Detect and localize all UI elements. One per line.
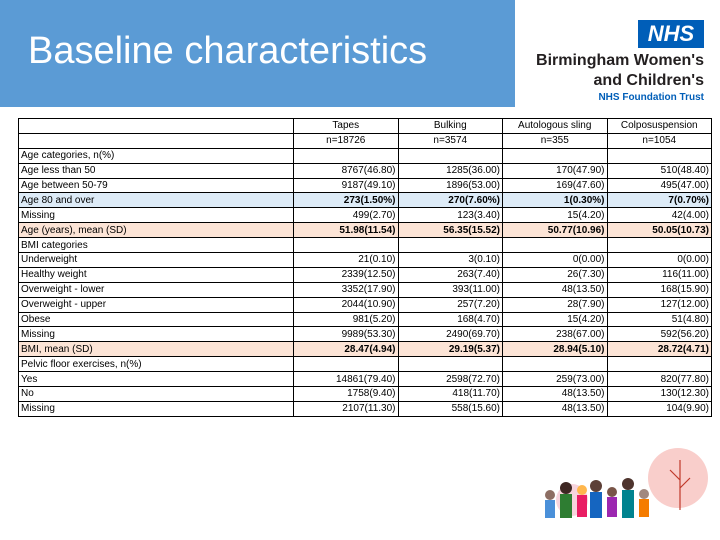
data-cell [607,148,712,163]
data-cell [503,238,608,253]
table-row [19,372,712,387]
data-cell: 48(13.50) [503,401,608,416]
data-cell: 263(7.40) [398,267,503,282]
n-autologous-sling: n=355 [503,133,608,148]
data-cell: 51(4.80) [607,312,712,327]
data-cell: 123(3.40) [398,208,503,223]
table-row [19,401,712,416]
n-colposuspension: n=1054 [607,133,712,148]
data-cell: 2044(10.90) [294,297,399,312]
data-cell: 28.72(4.71) [607,342,712,357]
row-label: Age (years), mean (SD) [19,223,294,238]
table-row [19,297,712,312]
row-label: Overweight - upper [19,297,294,312]
data-cell: 257(7.20) [398,297,503,312]
header-row [19,119,712,134]
n-tapes: n=18726 [294,133,399,148]
row-label: Healthy weight [19,267,294,282]
row-label: Missing [19,327,294,342]
data-cell: 56.35(15.52) [398,223,503,238]
table-body [19,148,712,416]
data-cell: 48(13.50) [503,387,608,402]
data-cell: 29.19(5.37) [398,342,503,357]
table-row [19,327,712,342]
data-cell: 393(11.00) [398,282,503,297]
data-cell: 130(12.30) [607,387,712,402]
data-cell: 592(56.20) [607,327,712,342]
data-cell: 499(2.70) [294,208,399,223]
header-banner [0,0,720,107]
corner-cell [19,119,294,134]
data-cell: 2107(11.30) [294,401,399,416]
data-cell: 168(4.70) [398,312,503,327]
n-row [19,133,712,148]
data-cell: 28(7.90) [503,297,608,312]
data-cell: 26(7.30) [503,267,608,282]
col-header-tapes: Tapes [294,119,399,134]
row-label: Overweight - lower [19,282,294,297]
table-row [19,163,712,178]
data-cell: 273(1.50%) [294,193,399,208]
data-cell: 7(0.70%) [607,193,712,208]
table-row [19,357,712,372]
data-cell [607,238,712,253]
data-cell: 168(15.90) [607,282,712,297]
table-row [19,253,712,268]
row-label: Obese [19,312,294,327]
data-cell: 0(0.00) [503,253,608,268]
data-cell: 558(15.60) [398,401,503,416]
data-cell: 1(0.30%) [503,193,608,208]
data-cell: 2339(12.50) [294,267,399,282]
row-label: BMI categories [19,238,294,253]
org-name-line1: Birmingham Women's [536,52,704,69]
row-label: Age between 50-79 [19,178,294,193]
data-cell [503,148,608,163]
table-row [19,387,712,402]
data-cell: 510(48.40) [607,163,712,178]
data-cell: 0(0.00) [607,253,712,268]
data-cell: 2490(69.70) [398,327,503,342]
data-cell: 981(5.20) [294,312,399,327]
data-cell: 259(73.00) [503,372,608,387]
row-label: Missing [19,401,294,416]
org-name-line3: NHS Foundation Trust [598,92,704,103]
n-bulking: n=3574 [398,133,503,148]
family-illustration [530,440,720,530]
row-label: Underweight [19,253,294,268]
table-row [19,312,712,327]
data-cell: 50.77(10.96) [503,223,608,238]
row-label: Pelvic floor exercises, n(%) [19,357,294,372]
row-label: Age 80 and over [19,193,294,208]
data-cell: 238(67.00) [503,327,608,342]
table-row [19,178,712,193]
data-cell: 15(4.20) [503,312,608,327]
data-cell [294,148,399,163]
row-label: No [19,387,294,402]
data-cell: 9989(53.30) [294,327,399,342]
row-label: Age categories, n(%) [19,148,294,163]
data-cell: 104(9.90) [607,401,712,416]
org-name-line2: and Children's [593,72,704,89]
baseline-table [18,118,712,417]
data-cell [398,148,503,163]
data-cell: 14861(79.40) [294,372,399,387]
table-row [19,208,712,223]
table-row [19,223,712,238]
data-cell: 169(47.60) [503,178,608,193]
data-cell: 15(4.20) [503,208,608,223]
data-cell [398,357,503,372]
data-cell: 1285(36.00) [398,163,503,178]
row-label: Missing [19,208,294,223]
data-cell: 42(4.00) [607,208,712,223]
data-cell: 127(12.00) [607,297,712,312]
data-cell: 170(47.90) [503,163,608,178]
data-cell [398,238,503,253]
data-cell [294,357,399,372]
table-row [19,238,712,253]
data-cell: 9187(49.10) [294,178,399,193]
table-row [19,148,712,163]
data-cell: 8767(46.80) [294,163,399,178]
table-row [19,267,712,282]
table-row [19,193,712,208]
data-cell [294,238,399,253]
n-row-label [19,133,294,148]
nhs-badge: NHS [638,20,704,48]
data-cell: 418(11.70) [398,387,503,402]
title-bar [0,0,515,107]
row-label: Yes [19,372,294,387]
row-label: Age less than 50 [19,163,294,178]
slide-title: Baseline characteristics [28,30,428,72]
data-cell: 270(7.60%) [398,193,503,208]
data-cell: 28.94(5.10) [503,342,608,357]
table-row [19,282,712,297]
col-header-colposuspension: Colposuspension [607,119,712,134]
data-cell: 21(0.10) [294,253,399,268]
data-cell: 3352(17.90) [294,282,399,297]
data-cell: 50.05(10.73) [607,223,712,238]
data-cell [503,357,608,372]
data-cell: 1758(9.40) [294,387,399,402]
nhs-logo [530,12,712,102]
data-cell: 116(11.00) [607,267,712,282]
data-cell: 820(77.80) [607,372,712,387]
data-cell: 3(0.10) [398,253,503,268]
table-row [19,342,712,357]
col-header-autologous-sling: Autologous sling [503,119,608,134]
row-label: BMI, mean (SD) [19,342,294,357]
data-cell: 48(13.50) [503,282,608,297]
data-cell: 28.47(4.94) [294,342,399,357]
data-cell: 51.98(11.54) [294,223,399,238]
data-cell [607,357,712,372]
data-cell: 2598(72.70) [398,372,503,387]
col-header-bulking: Bulking [398,119,503,134]
data-cell: 1896(53.00) [398,178,503,193]
data-cell: 495(47.00) [607,178,712,193]
